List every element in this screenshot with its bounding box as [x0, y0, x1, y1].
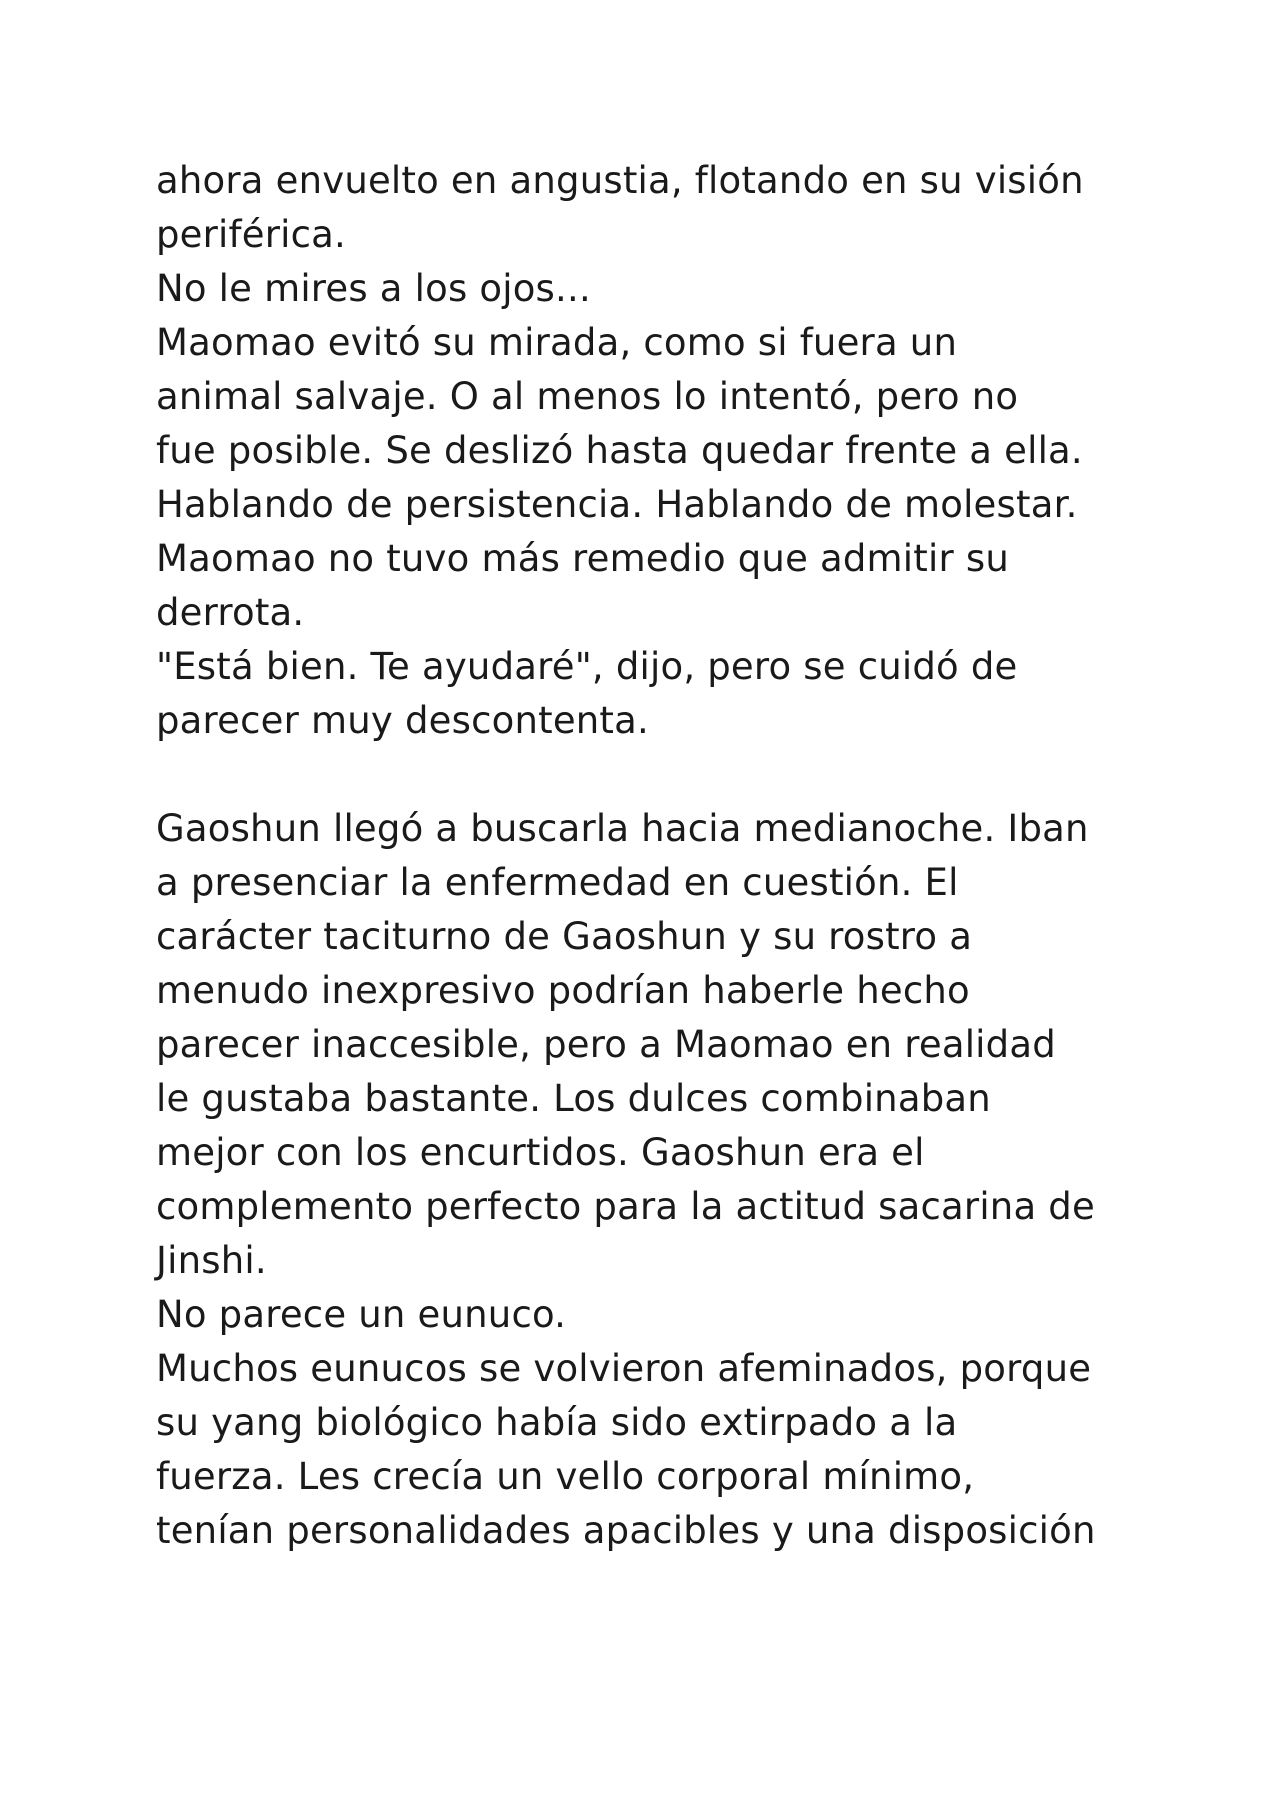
text-line: parecer muy descontenta. [156, 699, 649, 742]
body-text [156, 154, 1156, 1558]
text-line: le gustaba bastante. Los dulces combinaban [156, 1077, 991, 1120]
text-line: fue posible. Se deslizó hasta quedar frente a ella. [156, 429, 1083, 472]
text-line: Maomao no tuvo más remedio que admitir su [156, 537, 1009, 580]
text-line: tenían personalidades apacibles y una disposición [156, 1509, 1096, 1552]
text-line: "Está bien. Te ayudaré", dijo, pero se cuidó de [156, 645, 1018, 688]
text-line: su yang biológico había sido extirpado a la [156, 1401, 958, 1444]
text-line: Maomao evitó su mirada, como si fuera un [156, 321, 958, 364]
text-line: complemento perfecto para la actitud sacarina de [156, 1185, 1095, 1228]
text-line: animal salvaje. O al menos lo intentó, pero no [156, 375, 1019, 418]
text-line: menudo inexpresivo podrían haberle hecho [156, 969, 970, 1012]
text-line: carácter taciturno de Gaoshun y su rostro a [156, 915, 973, 958]
text-line: Gaoshun llegó a buscarla hacia medianoche. Iban [156, 807, 1089, 850]
text-line: No le mires a los ojos... [156, 267, 591, 310]
text-line: mejor con los encurtidos. Gaoshun era el [156, 1131, 925, 1174]
text-line: periférica. [156, 213, 347, 256]
text-line: parecer inaccesible, pero a Maomao en realidad [156, 1023, 1056, 1066]
text-line: derrota. [156, 591, 305, 634]
text-line: Hablando de persistencia. Hablando de molestar. [156, 483, 1078, 526]
text-line: ahora envuelto en angustia, flotando en su visión [156, 159, 1084, 202]
paragraph-break [156, 748, 1156, 802]
text-line: Muchos eunucos se volvieron afeminados, porque [156, 1347, 1092, 1390]
text-line: No parece un eunuco. [156, 1293, 567, 1336]
text-line: a presenciar la enfermedad en cuestión. El [156, 861, 959, 904]
text-line: fuerza. Les crecía un vello corporal mínimo, [156, 1455, 975, 1498]
text-line: Jinshi. [156, 1239, 267, 1282]
